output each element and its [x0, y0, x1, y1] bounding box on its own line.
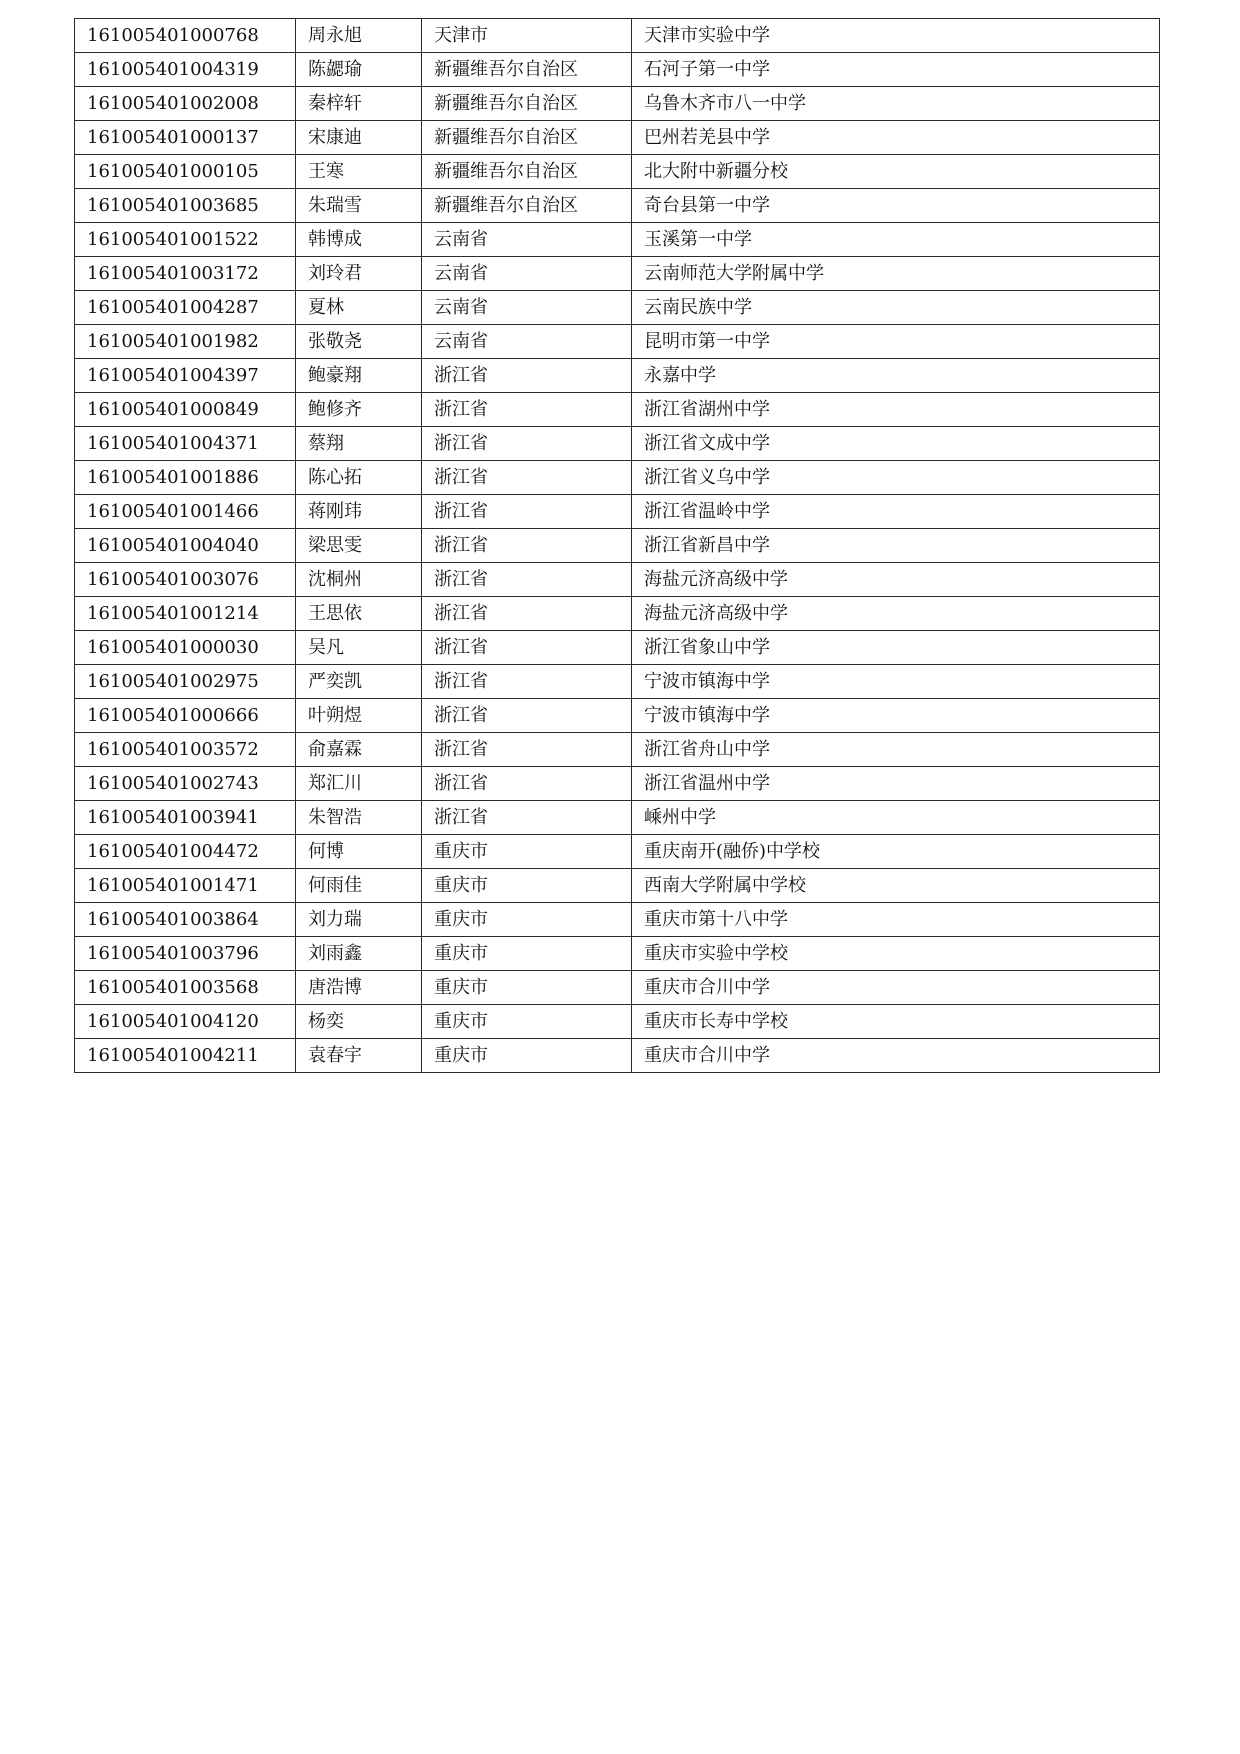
school-cell: 浙江省温岭中学 [632, 495, 1160, 529]
student-id-cell: 161005401001214 [75, 597, 296, 631]
student-id-cell: 161005401004040 [75, 529, 296, 563]
province-cell: 浙江省 [422, 597, 632, 631]
student-name-cell: 蔡翔 [296, 427, 422, 461]
student-id-cell: 161005401000768 [75, 19, 296, 53]
student-id-cell: 161005401002008 [75, 87, 296, 121]
student-name-cell: 何雨佳 [296, 869, 422, 903]
table-row [75, 631, 1160, 665]
student-id-cell: 161005401000666 [75, 699, 296, 733]
student-id-cell: 161005401003796 [75, 937, 296, 971]
student-name-cell: 严奕凯 [296, 665, 422, 699]
student-name-cell: 俞嘉霖 [296, 733, 422, 767]
student-name-cell: 王寒 [296, 155, 422, 189]
school-cell: 宁波市镇海中学 [632, 699, 1160, 733]
province-cell: 新疆维吾尔自治区 [422, 155, 632, 189]
province-cell: 浙江省 [422, 767, 632, 801]
province-cell: 浙江省 [422, 801, 632, 835]
table-row [75, 155, 1160, 189]
student-name-cell: 陈心拓 [296, 461, 422, 495]
province-cell: 浙江省 [422, 563, 632, 597]
table-row [75, 699, 1160, 733]
school-cell: 重庆市第十八中学 [632, 903, 1160, 937]
student-name-cell: 鲍豪翔 [296, 359, 422, 393]
school-cell: 奇台县第一中学 [632, 189, 1160, 223]
table-row [75, 461, 1160, 495]
student-id-cell: 161005401004371 [75, 427, 296, 461]
table-row [75, 733, 1160, 767]
table-row [75, 563, 1160, 597]
school-cell: 天津市实验中学 [632, 19, 1160, 53]
province-cell: 天津市 [422, 19, 632, 53]
school-cell: 西南大学附属中学校 [632, 869, 1160, 903]
student-id-cell: 161005401001522 [75, 223, 296, 257]
school-cell: 浙江省象山中学 [632, 631, 1160, 665]
school-cell: 云南师范大学附属中学 [632, 257, 1160, 291]
student-name-cell: 唐浩博 [296, 971, 422, 1005]
student-id-cell: 161005401003941 [75, 801, 296, 835]
table-row [75, 359, 1160, 393]
table-row [75, 869, 1160, 903]
table-row [75, 1039, 1160, 1073]
school-cell: 北大附中新疆分校 [632, 155, 1160, 189]
table-row [75, 665, 1160, 699]
province-cell: 浙江省 [422, 733, 632, 767]
student-name-cell: 鲍修齐 [296, 393, 422, 427]
province-cell: 新疆维吾尔自治区 [422, 53, 632, 87]
table-row [75, 767, 1160, 801]
student-id-cell: 161005401000137 [75, 121, 296, 155]
province-cell: 浙江省 [422, 461, 632, 495]
student-id-cell: 161005401002743 [75, 767, 296, 801]
student-id-cell: 161005401001471 [75, 869, 296, 903]
student-id-cell: 161005401003076 [75, 563, 296, 597]
student-id-cell: 161005401004120 [75, 1005, 296, 1039]
province-cell: 重庆市 [422, 869, 632, 903]
student-name-cell: 王思依 [296, 597, 422, 631]
student-name-cell: 梁思雯 [296, 529, 422, 563]
province-cell: 浙江省 [422, 665, 632, 699]
student-id-cell: 161005401004287 [75, 291, 296, 325]
school-cell: 海盐元济高级中学 [632, 563, 1160, 597]
student-id-cell: 161005401001982 [75, 325, 296, 359]
province-cell: 重庆市 [422, 937, 632, 971]
student-name-cell: 宋康迪 [296, 121, 422, 155]
province-cell: 重庆市 [422, 835, 632, 869]
table-row [75, 529, 1160, 563]
province-cell: 新疆维吾尔自治区 [422, 189, 632, 223]
table-row [75, 427, 1160, 461]
school-cell: 重庆市长寿中学校 [632, 1005, 1160, 1039]
school-cell: 嵊州中学 [632, 801, 1160, 835]
province-cell: 浙江省 [422, 495, 632, 529]
table-row [75, 291, 1160, 325]
province-cell: 浙江省 [422, 359, 632, 393]
table-row [75, 393, 1160, 427]
province-cell: 云南省 [422, 223, 632, 257]
school-cell: 浙江省文成中学 [632, 427, 1160, 461]
student-id-cell: 161005401003568 [75, 971, 296, 1005]
table-row [75, 223, 1160, 257]
school-cell: 浙江省温州中学 [632, 767, 1160, 801]
student-id-cell: 161005401004472 [75, 835, 296, 869]
table-row [75, 325, 1160, 359]
school-cell: 浙江省新昌中学 [632, 529, 1160, 563]
student-id-cell: 161005401002975 [75, 665, 296, 699]
table-row [75, 937, 1160, 971]
school-cell: 浙江省湖州中学 [632, 393, 1160, 427]
school-cell: 重庆南开(融侨)中学校 [632, 835, 1160, 869]
student-name-cell: 秦梓轩 [296, 87, 422, 121]
province-cell: 云南省 [422, 257, 632, 291]
province-cell: 浙江省 [422, 393, 632, 427]
student-name-cell: 叶朔煜 [296, 699, 422, 733]
student-id-cell: 161005401003864 [75, 903, 296, 937]
school-cell: 重庆市合川中学 [632, 1039, 1160, 1073]
school-cell: 重庆市实验中学校 [632, 937, 1160, 971]
table-row [75, 121, 1160, 155]
province-cell: 重庆市 [422, 971, 632, 1005]
table-row [75, 53, 1160, 87]
student-id-cell: 161005401001886 [75, 461, 296, 495]
table-row [75, 971, 1160, 1005]
student-name-cell: 刘玲君 [296, 257, 422, 291]
student-name-cell: 何博 [296, 835, 422, 869]
student-id-cell: 161005401000105 [75, 155, 296, 189]
province-cell: 重庆市 [422, 1005, 632, 1039]
student-id-cell: 161005401003572 [75, 733, 296, 767]
school-cell: 浙江省义乌中学 [632, 461, 1160, 495]
province-cell: 重庆市 [422, 1039, 632, 1073]
school-cell: 玉溪第一中学 [632, 223, 1160, 257]
student-name-cell: 沈桐州 [296, 563, 422, 597]
province-cell: 云南省 [422, 325, 632, 359]
student-name-cell: 朱瑞雪 [296, 189, 422, 223]
student-id-cell: 161005401004211 [75, 1039, 296, 1073]
student-roster-table [74, 18, 1160, 1073]
school-cell: 浙江省舟山中学 [632, 733, 1160, 767]
student-name-cell: 朱智浩 [296, 801, 422, 835]
province-cell: 浙江省 [422, 699, 632, 733]
student-id-cell: 161005401003172 [75, 257, 296, 291]
student-name-cell: 蒋刚玮 [296, 495, 422, 529]
province-cell: 浙江省 [422, 427, 632, 461]
province-cell: 新疆维吾尔自治区 [422, 87, 632, 121]
school-cell: 昆明市第一中学 [632, 325, 1160, 359]
student-name-cell: 夏林 [296, 291, 422, 325]
student-id-cell: 161005401004397 [75, 359, 296, 393]
student-id-cell: 161005401004319 [75, 53, 296, 87]
school-cell: 云南民族中学 [632, 291, 1160, 325]
province-cell: 云南省 [422, 291, 632, 325]
student-name-cell: 周永旭 [296, 19, 422, 53]
school-cell: 宁波市镇海中学 [632, 665, 1160, 699]
school-cell: 永嘉中学 [632, 359, 1160, 393]
student-name-cell: 韩博成 [296, 223, 422, 257]
student-name-cell: 吴凡 [296, 631, 422, 665]
school-cell: 乌鲁木齐市八一中学 [632, 87, 1160, 121]
school-cell: 海盐元济高级中学 [632, 597, 1160, 631]
student-name-cell: 袁春宇 [296, 1039, 422, 1073]
table-row [75, 19, 1160, 53]
table-row [75, 189, 1160, 223]
province-cell: 浙江省 [422, 631, 632, 665]
student-name-cell: 陈勰瑜 [296, 53, 422, 87]
province-cell: 新疆维吾尔自治区 [422, 121, 632, 155]
table-row [75, 1005, 1160, 1039]
table-row [75, 835, 1160, 869]
school-cell: 石河子第一中学 [632, 53, 1160, 87]
school-cell: 巴州若羌县中学 [632, 121, 1160, 155]
roster-body [75, 19, 1160, 1073]
province-cell: 重庆市 [422, 903, 632, 937]
student-name-cell: 郑汇川 [296, 767, 422, 801]
student-id-cell: 161005401000030 [75, 631, 296, 665]
student-name-cell: 刘雨鑫 [296, 937, 422, 971]
table-row [75, 903, 1160, 937]
student-name-cell: 刘力瑞 [296, 903, 422, 937]
table-row [75, 87, 1160, 121]
student-name-cell: 张敬尧 [296, 325, 422, 359]
table-row [75, 257, 1160, 291]
school-cell: 重庆市合川中学 [632, 971, 1160, 1005]
student-id-cell: 161005401003685 [75, 189, 296, 223]
student-id-cell: 161005401001466 [75, 495, 296, 529]
student-id-cell: 161005401000849 [75, 393, 296, 427]
table-row [75, 597, 1160, 631]
student-name-cell: 杨奕 [296, 1005, 422, 1039]
table-row [75, 495, 1160, 529]
table-row [75, 801, 1160, 835]
province-cell: 浙江省 [422, 529, 632, 563]
